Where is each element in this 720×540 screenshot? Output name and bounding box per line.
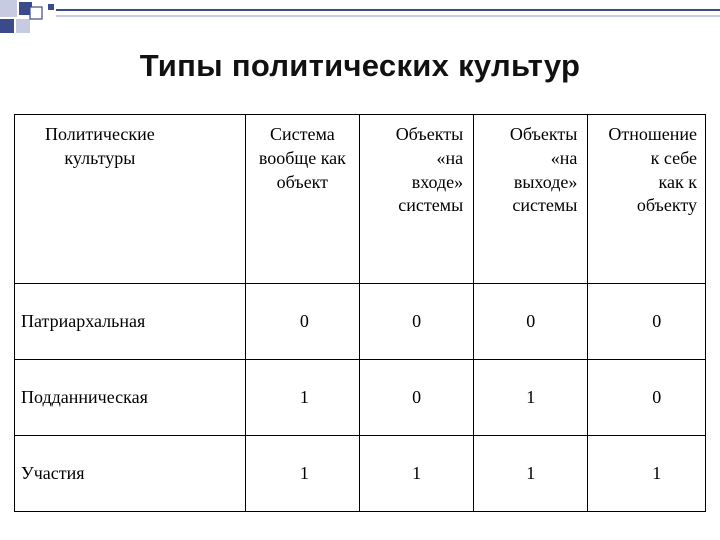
corner-squares-decoration	[0, 0, 720, 40]
header-line: Объекты	[395, 124, 464, 144]
header-line: Система	[269, 124, 335, 144]
table-cell: 1	[359, 436, 473, 512]
table-cell: 0	[359, 360, 473, 436]
table-cell: 0	[245, 284, 359, 360]
header-line: культуры	[64, 147, 136, 168]
table-row	[15, 284, 706, 360]
deco-square	[30, 7, 42, 19]
deco-square	[0, 0, 17, 17]
table-cell: 0	[588, 284, 706, 360]
table-cell: 1	[474, 436, 588, 512]
political-cultures-table	[14, 114, 706, 512]
header-cell-self-as-object	[588, 115, 706, 284]
header-line: Объекты	[509, 124, 578, 144]
table-cell: 1	[588, 436, 706, 512]
header-line: как к	[658, 171, 697, 192]
header-cell-output-objects	[474, 115, 588, 284]
deco-square	[0, 19, 14, 33]
table-header-row	[15, 115, 706, 284]
header-line: «на	[436, 147, 464, 168]
header-line: объект	[276, 171, 329, 192]
row-label: Участия	[15, 436, 246, 512]
header-line: Политические	[45, 124, 155, 144]
row-label: Подданническая	[15, 360, 246, 436]
header-line: системы	[512, 195, 578, 216]
header-line: системы	[398, 195, 464, 216]
table-cell: 0	[474, 284, 588, 360]
header-line: входе»	[411, 171, 464, 192]
header-cell-input-objects	[359, 115, 473, 284]
table-cell: 1	[245, 436, 359, 512]
table-row	[15, 436, 706, 512]
row-label: Патриархальная	[15, 284, 246, 360]
header-cell-system-as-object	[245, 115, 359, 284]
page-title: Типы политических культур	[139, 48, 581, 83]
header-line: вообще как	[258, 147, 346, 168]
header-cell-political-cultures	[15, 115, 246, 284]
table-cell: 1	[474, 360, 588, 436]
deco-square	[48, 4, 54, 10]
header-line: Отношение	[608, 124, 697, 144]
deco-square	[16, 19, 30, 33]
table-row	[15, 360, 706, 436]
table-cell: 0	[588, 360, 706, 436]
table-cell: 1	[245, 360, 359, 436]
table-cell: 0	[359, 284, 473, 360]
header-line: объекту	[636, 195, 697, 216]
header-line: «на	[550, 147, 578, 168]
header-line: выходе»	[513, 171, 578, 192]
header-line: к себе	[650, 147, 697, 168]
